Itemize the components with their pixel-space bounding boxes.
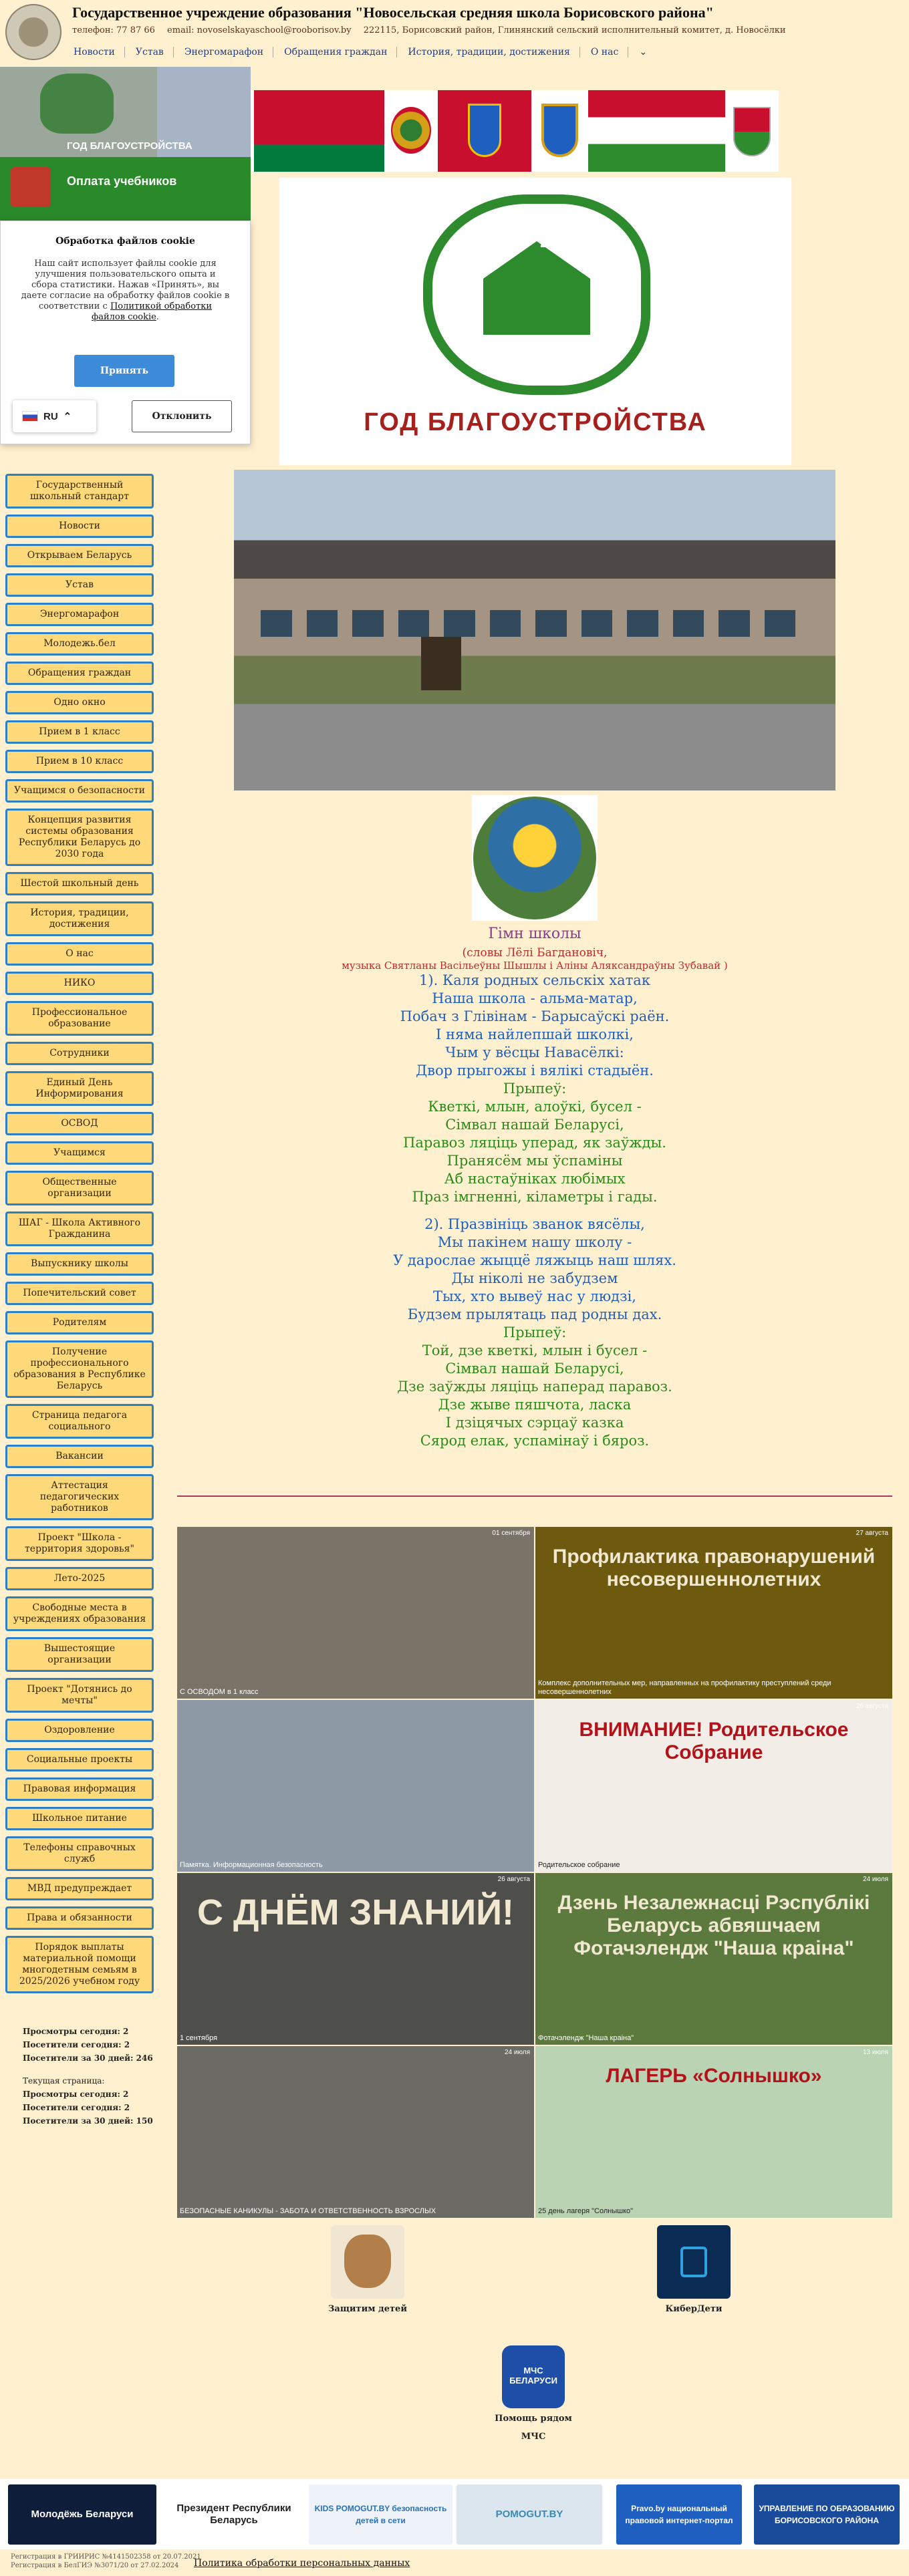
sidebar-menu-item[interactable]: Молодежь.бел	[5, 632, 154, 656]
privacy-policy-link[interactable]: Политика обработки персональных данных	[194, 2558, 410, 2569]
sidebar-menu-item[interactable]: Общественные организации	[5, 1171, 154, 1205]
sidebar-menu-item[interactable]: ОСВОД	[5, 1112, 154, 1135]
news-card-date: 26 августа	[856, 1703, 888, 1710]
poster-year: 2025	[540, 231, 579, 251]
sidebar-menu-item[interactable]: Попечительский совет	[5, 1282, 154, 1305]
sidebar-menu-item[interactable]: Проект "Школа - территория здоровья"	[5, 1526, 154, 1561]
sidebar-menu-item[interactable]: Вышестоящие организации	[5, 1637, 154, 1672]
stat-line: Посетители за 30 дней: 246	[23, 2053, 153, 2063]
anthem-lyrics-author: (словы Лёлі Багдановіч,	[462, 946, 608, 960]
news-card-caption: Комплекс дополнительных мер, направленных на профилактику преступлений среди несовершеннолетних	[538, 1679, 831, 1696]
cookie-title: Обработка файлов cookie	[55, 236, 195, 247]
minsk-region-flag-image	[438, 90, 531, 172]
site-title: Государственное учреждение образования "Новосельская средняя школа Борисовского района"	[72, 4, 714, 21]
nav-appeals[interactable]: Обращения граждан	[283, 47, 397, 57]
news-card[interactable]	[535, 1527, 892, 1699]
language-selector[interactable]	[13, 400, 96, 432]
sidebar-banner[interactable]	[0, 67, 251, 221]
sidebar-menu-item[interactable]: ШАГ - Школа Активного Гражданина	[5, 1211, 154, 1246]
sidebar-menu-item[interactable]: Концепция развития системы образования Республики Беларусь до 2030 года	[5, 809, 154, 866]
registration-line: Регистрация в ГРИИРИС №4141502358 от 20.07.2021	[11, 2553, 201, 2561]
anthem-verse-1	[294, 972, 775, 1080]
news-card-caption: 25 день лагеря "Солнышко"	[538, 2207, 634, 2215]
sidebar-menu-item[interactable]: Одно окно	[5, 691, 154, 714]
sidebar-menu-item[interactable]: МВД предупреждает	[5, 1877, 154, 1900]
phone-text: телефон: 77 87 66	[72, 25, 155, 35]
sidebar-menu-item[interactable]: Обращения граждан	[5, 662, 154, 685]
visit-statistics	[23, 2025, 153, 2128]
anthem-line: Сімвал нашай Беларусі,	[445, 1117, 624, 1133]
anthem-title: Гімн школы	[488, 925, 581, 942]
banner-title: ГОД БЛАГОУСТРОЙСТВА	[67, 140, 192, 152]
school-logo[interactable]	[5, 4, 61, 60]
anthem-line: Кветкі, млын, алоўкі, бусел -	[428, 1099, 642, 1115]
news-card-caption: Родительское собрание	[538, 1861, 620, 1869]
news-card-date: 24 июля	[504, 2049, 530, 2056]
protect-children-badge[interactable]	[328, 2225, 408, 2314]
anthem-line: Сярод елак, успамінаў і бяроз.	[420, 1433, 650, 1449]
news-card-date: 13 июля	[862, 2049, 888, 2056]
stat-line: Просмотры сегодня: 2	[23, 2027, 129, 2036]
education-department-banner[interactable]: УПРАВЛЕНИЕ ПО ОБРАЗОВАНИЮ БОРИСОВСКОГО РАЙОНА	[754, 2484, 900, 2545]
anthem-line: Тых, хто вывеў нас у людзі,	[433, 1288, 636, 1304]
sidebar-menu-item[interactable]: Государственный школьный стандарт	[5, 474, 154, 509]
sidebar-menu-item[interactable]: Устав	[5, 573, 154, 597]
sidebar-menu-item[interactable]: Выпускнику школы	[5, 1252, 154, 1276]
news-card-date: 01 сентября	[492, 1530, 530, 1537]
news-card[interactable]	[177, 1873, 534, 2045]
sidebar-menu-item[interactable]: История, традиции, достижения	[5, 901, 154, 936]
news-card[interactable]	[177, 2046, 534, 2218]
anthem-line: Той, дзе кветкі, млын і бусел -	[422, 1342, 648, 1358]
school-building-photo	[234, 470, 835, 791]
chevron-down-icon[interactable]: ⌄	[639, 47, 648, 57]
top-navigation	[72, 47, 666, 57]
stat-line: Посетители сегодня: 2	[23, 2103, 130, 2112]
anthem-line: Дзе заўжды ляціць наперад паравоз.	[397, 1379, 672, 1395]
news-card-headline: ВНИМАНИЕ! Родительское Собрание	[579, 1719, 849, 1763]
cookie-consent-dialog	[0, 221, 251, 444]
anthem-chorus-1	[294, 1080, 775, 1206]
pay-textbooks-label[interactable]: Оплата учебников	[67, 174, 177, 188]
news-card-caption: Фотачэлендж "Наша краіна"	[538, 2034, 634, 2042]
news-card[interactable]	[177, 1527, 534, 1699]
anthem-music-author: музыка Святланы Васільеўны Шышлы і Аліны Аляксандраўны Зубавай )	[342, 960, 728, 972]
cookie-text: Наш сайт использует файлы cookie для улучшения пользовательского опыта и сбора статистики. Нажав «Принять», вы даете согласие на обработку файлов cookie в соответствии с Политикой обработки файлов cookie.	[21, 259, 230, 322]
cyber-lock-icon	[657, 2225, 731, 2299]
contact-line	[72, 25, 795, 35]
anthem-line: Сімвал нашай Беларусі,	[445, 1361, 624, 1377]
anthem-line: Прыпеў:	[503, 1324, 567, 1340]
badge-label: КиберДети	[665, 2304, 723, 2314]
stat-line: Посетители сегодня: 2	[23, 2040, 130, 2049]
news-card-headline	[177, 1712, 534, 1725]
anthem-line: Будзем прылятаць пад родны дах.	[407, 1306, 662, 1322]
accept-cookies-button[interactable]: Принять	[74, 355, 174, 387]
news-card-caption: С ОСВОДОМ в 1 класс	[180, 1688, 259, 1696]
news-card-caption: Памятка. Информационная безопасность	[180, 1861, 323, 1869]
nav-energy[interactable]: Энергомарафон	[183, 47, 273, 57]
pomogut-banner[interactable]: POMOGUT.BY	[457, 2484, 602, 2545]
borisov-emblem-image	[725, 90, 779, 172]
teddy-bear-icon	[331, 2225, 404, 2299]
chevron-up-icon: ⌃	[63, 411, 72, 422]
registration-info	[11, 2553, 201, 2570]
cyber-children-badge[interactable]	[654, 2225, 734, 2314]
anthem-line: Аб настаўніках любімых	[444, 1171, 626, 1187]
news-card[interactable]	[535, 1873, 892, 2045]
president-banner[interactable]: Президент Республики Беларусь	[160, 2484, 307, 2545]
house-logo-icon	[40, 74, 114, 134]
belarus-flag-image	[247, 90, 384, 172]
anthem-verse-2	[294, 1215, 775, 1324]
sidebar-menu	[5, 433, 154, 1999]
mchs-logo-icon: МЧС БЕЛАРУСИ	[502, 2345, 565, 2408]
anthem-line: Мы пакінем нашу школу -	[437, 1234, 632, 1250]
minsk-region-emblem-image	[531, 90, 588, 172]
email-text[interactable]: email: novoselskayaschool@rooborisov.by	[167, 25, 352, 35]
site-header	[0, 0, 909, 67]
sidebar-menu-item[interactable]: НИКО	[5, 972, 154, 995]
sidebar-menu-item[interactable]: Проект "Дотянись до мечты"	[5, 1678, 154, 1713]
sidebar-menu-item[interactable]: Шестой школьный день	[5, 872, 154, 895]
anthem-line: У дарослае жыццё ляжыць наш шлях.	[393, 1252, 676, 1268]
anthem-line: Двор прыгожы і вялікі стадыён.	[416, 1062, 654, 1079]
sidebar-menu-item[interactable]: Лето-2025	[5, 1567, 154, 1590]
news-grid	[177, 1527, 892, 2218]
news-card-headline: ЛАГЕРЬ «Солнышко»	[606, 2065, 822, 2087]
anthem-line: Ды ніколі не забудзем	[451, 1270, 618, 1286]
sidebar-menu-item[interactable]: О нас	[5, 942, 154, 966]
sidebar-menu-item[interactable]: Получение профессионального образования в Республике Беларусь	[5, 1340, 154, 1398]
school-anthem	[294, 925, 775, 1450]
anthem-line: І дзіцячых сэрцаў казка	[445, 1415, 624, 1431]
anthem-chorus-2	[294, 1324, 775, 1450]
anthem-line: Паравоз ляціць уперад, як заўжды.	[403, 1135, 666, 1151]
badge-sublabel: МЧС	[521, 2432, 546, 2442]
sidebar-menu-item[interactable]: Права и обязанности	[5, 1906, 154, 1930]
sidebar-menu-item[interactable]: Свободные места в учреждениях образования	[5, 1596, 154, 1631]
pravo-banner[interactable]: Pravo.by национальный правовой интернет-портал	[616, 2484, 742, 2545]
anthem-line: Дзе жыве пяшчота, ласка	[438, 1397, 632, 1413]
poster-title: ГОД БЛАГОУСТРОЙСТВА	[364, 408, 707, 436]
anthem-line: Праз імгненні, кіламетры і гады.	[412, 1189, 658, 1205]
sidebar-menu-item[interactable]: Правовая информация	[5, 1777, 154, 1801]
nav-charter[interactable]: Устав	[134, 47, 174, 57]
stat-line: Посетители за 30 дней: 150	[23, 2116, 153, 2126]
anthem-line: Пранясём мы ўспаміны	[446, 1153, 623, 1169]
news-card-headline: С ДНЁМ ЗНАНИЙ!	[197, 1892, 514, 1933]
state-symbols-strip	[247, 90, 822, 172]
sidebar-menu-item[interactable]: Учащимся о безопасности	[5, 779, 154, 803]
sidebar-menu-item[interactable]: Вакансии	[5, 1445, 154, 1468]
news-card-headline	[177, 2058, 534, 2071]
borisov-flag-image	[588, 90, 725, 172]
news-card[interactable]	[535, 2046, 892, 2218]
stat-page-label: Текущая страница:	[23, 2076, 105, 2086]
youth-belarus-banner[interactable]: Молодёжь Беларуси	[8, 2484, 156, 2545]
sidebar-menu-item[interactable]: Профессиональное образование	[5, 1001, 154, 1036]
badge-label: Помощь рядом	[495, 2414, 572, 2424]
sidebar-menu-item[interactable]: Социальные проекты	[5, 1748, 154, 1771]
language-label: RU	[43, 410, 58, 422]
sidebar-menu-item[interactable]: Оздоровление	[5, 1719, 154, 1742]
anthem-line: Прыпеў:	[503, 1081, 567, 1097]
badge-label: Защитим детей	[328, 2304, 407, 2314]
news-card-date: 24 июля	[862, 1876, 888, 1883]
news-card-headline	[177, 1539, 534, 1552]
registration-line: Регистрация в БелГИЭ №3071/20 от 27.02.2024	[11, 2562, 179, 2569]
nav-news[interactable]: Новости	[72, 47, 125, 57]
sidebar-menu-item[interactable]: Прием в 10 класс	[5, 750, 154, 773]
sidebar-menu-item[interactable]: Новости	[5, 515, 154, 538]
anthem-line: Наша школа - альма-матар,	[432, 990, 638, 1006]
textbook-icon	[11, 167, 51, 207]
sidebar-menu-item[interactable]: Школьное питание	[5, 1807, 154, 1830]
anthem-line: І няма найлепшай школкі,	[436, 1026, 634, 1042]
news-card[interactable]	[177, 1700, 534, 1872]
sidebar-menu-item[interactable]: Сотрудники	[5, 1042, 154, 1065]
news-card-caption: 1 сентября	[180, 2034, 218, 2042]
sidebar-menu-item[interactable]: Единый День Информирования	[5, 1071, 154, 1106]
sidebar-menu-item[interactable]: Учащимся	[5, 1141, 154, 1165]
sidebar-menu-item[interactable]: Родителям	[5, 1311, 154, 1334]
news-card-headline: Профилактика правонарушений несовершеннолетних	[552, 1546, 876, 1590]
news-card-headline: Дзень Незалежнасці Рэспублікі Беларусь абвяшчаем Фотачэлендж "Наша краіна"	[557, 1892, 870, 1959]
sidebar-menu-item[interactable]: Прием в 1 класс	[5, 720, 154, 744]
anthem-line: 1). Каля родных сельскіх хатак	[419, 972, 650, 988]
anthem-line: 2). Празвініць званок вясёлы,	[424, 1216, 645, 1232]
stat-line: Просмотры сегодня: 2	[23, 2090, 129, 2099]
sidebar-menu-item[interactable]: Телефоны справочных служб	[5, 1836, 154, 1871]
sidebar-menu-item[interactable]: Аттестация педагогических работников	[5, 1474, 154, 1520]
address-text: 222115, Борисовский район, Глинянский сельский исполнительный комитет, д. Новосёлки	[363, 25, 786, 35]
news-card[interactable]	[535, 1700, 892, 1872]
kids-pomogut-banner[interactable]: KIDS POMOGUT.BY безопасность детей в сети	[309, 2484, 452, 2545]
russia-flag-icon	[22, 411, 38, 422]
emergency-help-badge[interactable]	[493, 2345, 573, 2442]
news-card-date: 26 августа	[497, 1876, 530, 1883]
cookie-policy-link[interactable]: Политикой обработки файлов cookie	[92, 301, 213, 322]
anthem-line: Чым у вёсцы Навасёлкі:	[445, 1044, 624, 1060]
year-of-improvement-poster	[279, 178, 791, 465]
partner-banners	[0, 2479, 909, 2549]
belarus-emblem-image	[384, 90, 438, 172]
school-round-photo	[472, 795, 598, 921]
nav-about[interactable]: О нас	[590, 47, 628, 57]
sidebar-menu-item[interactable]: Порядок выплаты материальной помощи многодетным семьям в 2025/2026 учебном году	[5, 1936, 154, 1993]
sidebar-menu-item[interactable]: Страница педагога социального	[5, 1404, 154, 1439]
nav-history[interactable]: История, традиции, достижения	[406, 47, 579, 57]
sidebar-menu-item[interactable]: Энергомарафон	[5, 603, 154, 626]
anthem-line: Побач з Глівінам - Барысаўскі раён.	[400, 1008, 670, 1024]
news-card-date: 27 августа	[856, 1530, 888, 1537]
sidebar-menu-item[interactable]: Открываем Беларусь	[5, 544, 154, 567]
decline-cookies-button[interactable]: Отклонить	[132, 400, 232, 432]
news-card-caption: БЕЗОПАСНЫЕ КАНИКУЛЫ - ЗАБОТА И ОТВЕТСТВЕННОСТЬ ВЗРОСЛЫХ	[180, 2207, 436, 2215]
section-divider	[177, 1495, 892, 1497]
